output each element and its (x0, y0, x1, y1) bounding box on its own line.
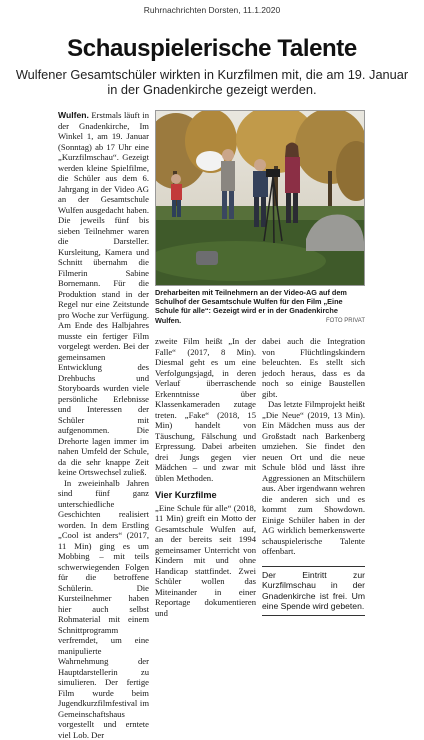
paragraph: dabei auch die Integration von Flüchtlingskindern beleuchten. Es stellt sich jedoch heraus, dass es da noch so einige Baustellen gibt. (262, 336, 365, 399)
photo-caption: Dreharbeiten mit Teilnehmern an der Video-AG auf dem Schulhof der Gesamtschule Wulfen für den Film „Eine Schule für alle“: Gezeigt wird er in der Gnadenkirche Wulfen. (155, 288, 365, 325)
paragraph (58, 110, 149, 478)
article-photo (155, 110, 365, 286)
info-text: Der Eintritt zur Kurzfilmschau in der Gnadenkirche ist frei. Um eine Spende wird gebeten. (262, 570, 365, 612)
section-subtitle: Vier Kurzfilme (155, 490, 256, 501)
paragraph-text: Erstmals läuft in der Gnadenkirche, Im Winkel 1, am 19. Januar (Sonntag) ab 17 Uhr eine „Kurzfilmschau“. Gezeigt werden kleine Spielfilme, die Schüler aus dem 6. Jahrgang in der Video AG an der Gesamtschule Wulfen ausgedacht haben. Die jeweils fünf bis sieben Teilnehmer waren die Darsteller. Kursleitung, Kamera und Schnitt übernahm die Filmerin Sabine Bornemann. Für die Produktion stand in der Regel nur eine Zeitstunde pro Woche zur Verfügung. Am Ende des Halbjahres musste ein fertiger Film vorgelegt werden. Bei der gemeinsamen Entwicklung des Drehbuchs und Storyboards wurden viele persönliche Erlebnisse und Interessen der Schüler mit aufgenommen. Die Drehorte lagen immer im nahen Umfeld der Schule, da die sehr knappe Zeit keine Ortswechsel zuließ. (58, 110, 149, 477)
paragraph: „Eine Schule für alle“ (2018, 11 Min) greift ein Motto der Gesamtschule Wulfen auf, an der bereits seit 1994 gemeinsamer Unterricht von Kindern mit und ohne Handicap stattfindet. Zwei Schüler wollen das Miteinander in einer Reportage dokumentieren und (155, 503, 256, 619)
headline: Schauspielerische Talente (0, 35, 424, 63)
subheadline: Wulfener Gesamtschüler wirkten in Kurzfilmen mit, die am 19. Januar in der Gnadenkirche gezeigt werden. (14, 67, 410, 97)
paragraph: Das letzte Filmprojekt heißt „Die Neue“ (2019, 13 Min). Ein Mädchen muss aus der Großstadt nach Barkenberg umziehen. Sie findet den neuen Ort und die neue Schule blöd und lässt ihre Aggressionen an Mitschülern aus. Aber irgendwann wehren die anderen sich und es kommt zum Showdown. Einige Schüler haben in der AG wirklich bemerkenswerte schauspielerische Talente offenbart. (262, 399, 365, 557)
photo-illustration (156, 111, 365, 286)
article-column-3 (262, 336, 365, 616)
paragraph: In zweieinhalb Jahren sind fünf ganz unterschiedliche Geschichten realisiert worden. In dem Erstling „Cool ist anders“ (2017, 11 Min) ging es um Mobbing – mit teils schwerwiegenden Folgen für die betroffene Schülerin. Die Kursteilnehmer haben hier auch selbst Rohmaterial mit einem Schnittprogramm verfremdet, um eine manipulierte Wahrnehmung der Hauptdarstellerin zu simulieren. Der fertige Film wurde beim Jugendkurzfilmfestival im Gemeinschaftshaus vorgestellt und erntete viel Lob. Der (58, 478, 149, 740)
info-box (262, 566, 365, 616)
paragraph: zweite Film heißt „In der Falle“ (2017, 8 Min). Diesmal geht es um eine Verfolgungsjagd, in deren Verlauf überraschende Erkenntnisse über Klassenkameraden zutage treten. „Fake“ (2018, 15 Min) handelt von Täuschung, Fälschung und Erpressung. Dabei arbeiten drei Jungs gegen vier Mädchen – und zwar mit üblen Methoden. (155, 336, 256, 483)
photo-credit: FOTO PRIVAT (312, 318, 365, 324)
article-column-2 (155, 336, 256, 618)
dateline: Wulfen. (58, 110, 89, 120)
article-column-1 (58, 110, 149, 740)
source-line: Ruhrnachrichten Dorsten, 11.1.2020 (0, 5, 424, 15)
